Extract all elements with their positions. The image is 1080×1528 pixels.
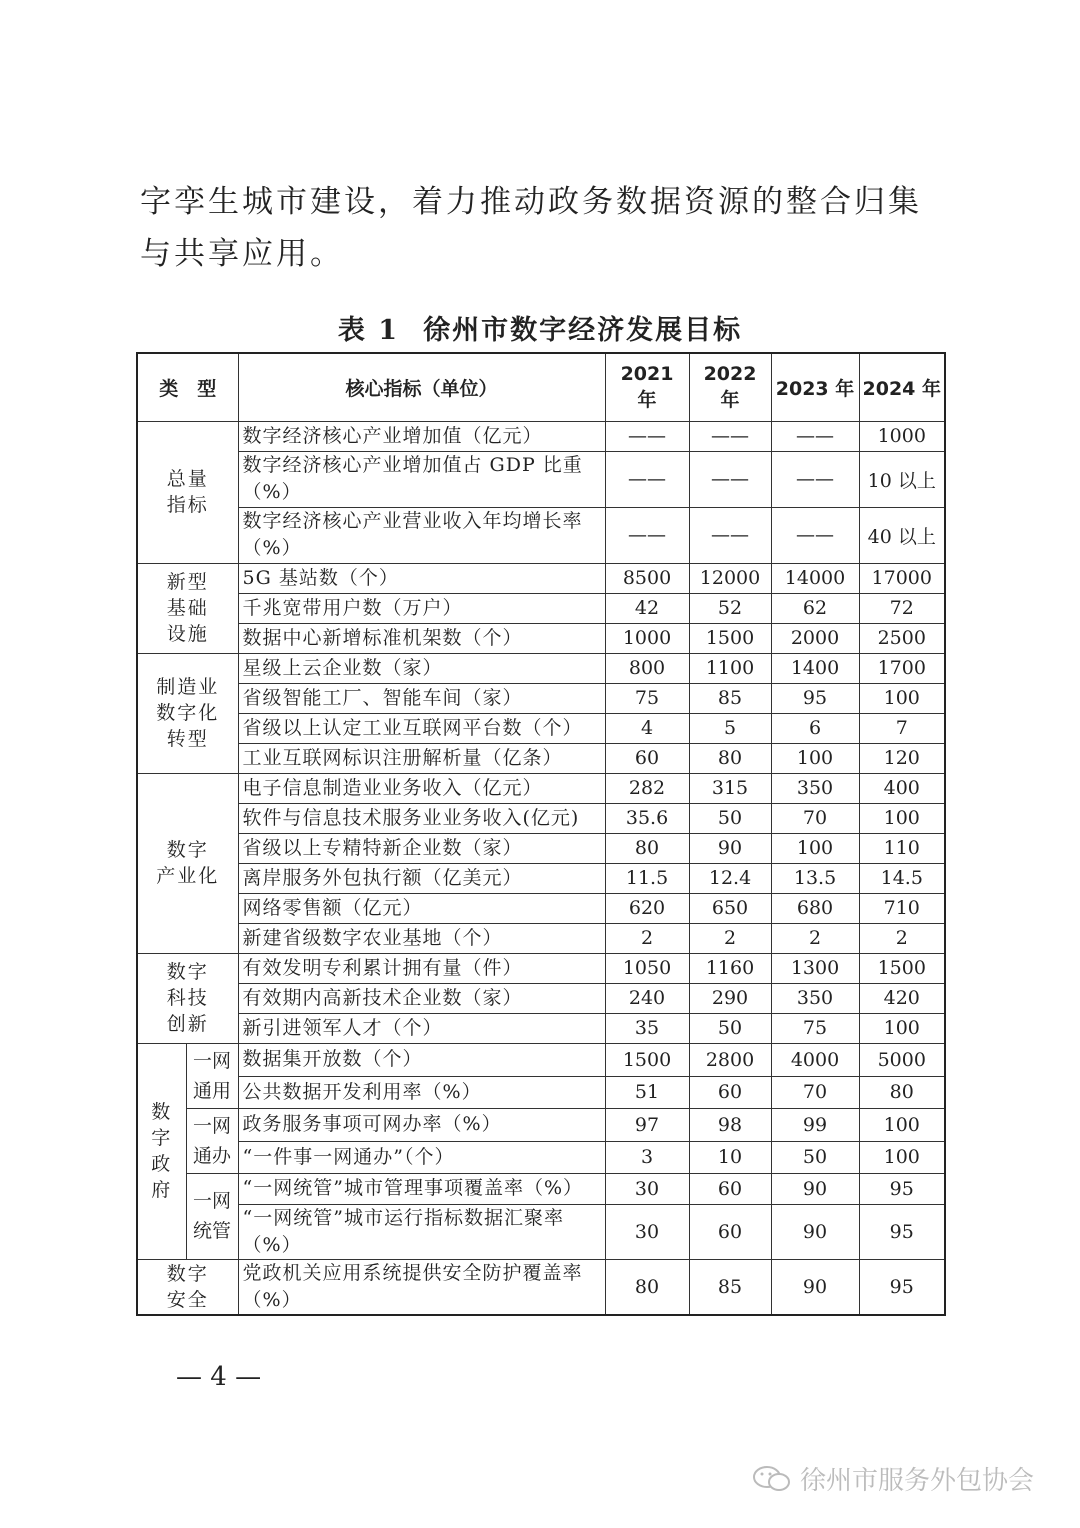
value-cell: 52 (689, 593, 771, 623)
watermark-text: 徐州市服务外包协会 (800, 1466, 1035, 1496)
value-cell: 90 (771, 1173, 859, 1204)
value-cell: 2 (689, 923, 771, 953)
value-cell: 85 (689, 683, 771, 713)
value-cell: 35.6 (605, 803, 689, 833)
value-cell: 2500 (859, 623, 945, 653)
header-type: 类 型 (137, 353, 238, 421)
indicator-cell: 数字经济核心产业增加值占 GDP 比重（%） (238, 451, 605, 507)
value-cell: 60 (605, 743, 689, 773)
value-cell: 1300 (771, 953, 859, 983)
category-cell: 制造业 数字化 转型 (137, 653, 238, 773)
value-cell: 14.5 (859, 863, 945, 893)
value-cell: 10 (689, 1141, 771, 1173)
indicator-cell: 政务服务事项可网办率（%） (238, 1108, 605, 1141)
value-cell: 75 (605, 683, 689, 713)
indicator-cell: 党政机关应用系统提供安全防护覆盖率（%） (238, 1259, 605, 1315)
table-row (137, 1043, 945, 1076)
value-cell: 12.4 (689, 863, 771, 893)
value-cell: 315 (689, 773, 771, 803)
table-caption (0, 308, 1080, 347)
category-cell: 数字 安全 (137, 1259, 238, 1315)
value-cell: 99 (771, 1108, 859, 1141)
category-cell: 数 字 政 府 (137, 1043, 186, 1259)
indicator-cell: 数字经济核心产业营业收入年均增长率（%） (238, 507, 605, 563)
value-cell: —— (605, 451, 689, 507)
value-cell: 1000 (605, 623, 689, 653)
value-cell: 95 (859, 1259, 945, 1315)
value-cell: 100 (859, 1108, 945, 1141)
value-cell: 100 (771, 743, 859, 773)
table-row (137, 833, 945, 863)
indicator-cell: 新建省级数字农业基地（个） (238, 923, 605, 953)
indicator-cell: 软件与信息技术服务业业务收入(亿元) (238, 803, 605, 833)
table-row (137, 1076, 945, 1108)
value-cell: 1500 (605, 1043, 689, 1076)
value-cell: 1500 (689, 623, 771, 653)
caption-title: 徐州市数字经济发展目标 (423, 315, 743, 346)
value-cell: 70 (771, 1076, 859, 1108)
table-row (137, 1204, 945, 1259)
watermark (752, 1460, 1034, 1497)
indicator-cell: “一件事一网通办”（个） (238, 1141, 605, 1173)
indicator-cell: “一网统管”城市管理事项覆盖率（%） (238, 1173, 605, 1204)
table-row (137, 507, 945, 563)
value-cell: 42 (605, 593, 689, 623)
value-cell: 350 (771, 983, 859, 1013)
table-row (137, 1013, 945, 1043)
value-cell: 400 (859, 773, 945, 803)
table-row (137, 683, 945, 713)
subcategory-cell: 一网 通办 (186, 1108, 238, 1173)
value-cell: 95 (771, 683, 859, 713)
value-cell: 11.5 (605, 863, 689, 893)
indicator-cell: 星级上云企业数（家） (238, 653, 605, 683)
value-cell: 80 (689, 743, 771, 773)
indicator-cell: 有效期内高新技术企业数（家） (238, 983, 605, 1013)
value-cell: —— (771, 451, 859, 507)
value-cell: 80 (605, 833, 689, 863)
table-row (137, 713, 945, 743)
value-cell: 98 (689, 1108, 771, 1141)
wechat-icon (752, 1466, 792, 1492)
value-cell: 620 (605, 893, 689, 923)
value-cell: 2 (859, 923, 945, 953)
value-cell: 100 (859, 803, 945, 833)
table-row (137, 803, 945, 833)
value-cell: 14000 (771, 563, 859, 593)
value-cell: 60 (689, 1204, 771, 1259)
value-cell: 50 (771, 1141, 859, 1173)
value-cell: 60 (689, 1076, 771, 1108)
indicator-cell: 5G 基站数（个） (238, 563, 605, 593)
value-cell: 7 (859, 713, 945, 743)
table-row (137, 1108, 945, 1141)
indicator-cell: 省级以上认定工业互联网平台数（个） (238, 713, 605, 743)
value-cell: 1160 (689, 953, 771, 983)
value-cell: 290 (689, 983, 771, 1013)
table-row (137, 863, 945, 893)
value-cell: 60 (689, 1173, 771, 1204)
value-cell: 120 (859, 743, 945, 773)
category-cell: 总量 指标 (137, 421, 238, 563)
value-cell: 5000 (859, 1043, 945, 1076)
value-cell: 50 (689, 1013, 771, 1043)
indicator-cell: 省级以上专精特新企业数（家） (238, 833, 605, 863)
indicator-cell: 工业互联网标识注册解析量（亿条） (238, 743, 605, 773)
value-cell: 100 (859, 1141, 945, 1173)
value-cell: 72 (859, 593, 945, 623)
indicator-cell: 公共数据开发利用率（%） (238, 1076, 605, 1108)
header-2021: 2021 年 (605, 353, 689, 421)
value-cell: 95 (859, 1204, 945, 1259)
value-cell: 75 (771, 1013, 859, 1043)
value-cell: 1700 (859, 653, 945, 683)
value-cell: 1050 (605, 953, 689, 983)
header-indicator: 核心指标（单位） (238, 353, 605, 421)
table-row (137, 1141, 945, 1173)
value-cell: 100 (859, 1013, 945, 1043)
value-cell: 240 (605, 983, 689, 1013)
value-cell: 2000 (771, 623, 859, 653)
indicator-cell: 数字经济核心产业增加值（亿元） (238, 421, 605, 451)
value-cell: 13.5 (771, 863, 859, 893)
value-cell: 2 (605, 923, 689, 953)
header-2024: 2024 年 (859, 353, 945, 421)
table-row (137, 421, 945, 451)
value-cell: —— (605, 507, 689, 563)
value-cell: 50 (689, 803, 771, 833)
table-row (137, 923, 945, 953)
value-cell: 62 (771, 593, 859, 623)
value-cell: 12000 (689, 563, 771, 593)
value-cell: 2800 (689, 1043, 771, 1076)
value-cell: 35 (605, 1013, 689, 1043)
value-cell: 40 以上 (859, 507, 945, 563)
value-cell: 10 以上 (859, 451, 945, 507)
table-row (137, 563, 945, 593)
indicator-cell: 网络零售额（亿元） (238, 893, 605, 923)
indicator-cell: 离岸服务外包执行额（亿美元） (238, 863, 605, 893)
value-cell: 90 (771, 1204, 859, 1259)
value-cell: 1000 (859, 421, 945, 451)
header-2023: 2023 年 (771, 353, 859, 421)
value-cell: 710 (859, 893, 945, 923)
indicator-cell: “一网统管”城市运行指标数据汇聚率（%） (238, 1204, 605, 1259)
value-cell: 650 (689, 893, 771, 923)
page-number: — 4 — (176, 1362, 262, 1392)
value-cell: 1400 (771, 653, 859, 683)
value-cell: 70 (771, 803, 859, 833)
table-row (137, 893, 945, 923)
value-cell: 282 (605, 773, 689, 803)
table-row (137, 623, 945, 653)
value-cell: —— (771, 507, 859, 563)
value-cell: 4 (605, 713, 689, 743)
table-row (137, 773, 945, 803)
value-cell: 90 (689, 833, 771, 863)
value-cell: 420 (859, 983, 945, 1013)
value-cell: 3 (605, 1141, 689, 1173)
table-row (137, 953, 945, 983)
digital-economy-targets-table (136, 352, 946, 1316)
value-cell: 95 (859, 1173, 945, 1204)
value-cell: 8500 (605, 563, 689, 593)
value-cell: 350 (771, 773, 859, 803)
value-cell: 4000 (771, 1043, 859, 1076)
value-cell: —— (689, 421, 771, 451)
value-cell: —— (771, 421, 859, 451)
table-row (137, 593, 945, 623)
indicator-cell: 千兆宽带用户数（万户） (238, 593, 605, 623)
value-cell: 100 (859, 683, 945, 713)
indicator-cell: 有效发明专利累计拥有量（件） (238, 953, 605, 983)
category-cell: 数字 产业化 (137, 773, 238, 953)
value-cell: 30 (605, 1204, 689, 1259)
value-cell: 1100 (689, 653, 771, 683)
value-cell: 90 (771, 1259, 859, 1315)
indicator-cell: 数据集开放数（个） (238, 1043, 605, 1076)
table-row (137, 743, 945, 773)
body-paragraph: 字孪生城市建设，着力推动政务数据资源的整合归集与共享应用。 (140, 184, 922, 272)
indicator-cell: 数据中心新增标准机架数（个） (238, 623, 605, 653)
value-cell: 800 (605, 653, 689, 683)
value-cell: 17000 (859, 563, 945, 593)
table-row (137, 653, 945, 683)
subcategory-cell: 一网 统管 (186, 1173, 238, 1259)
table-row (137, 451, 945, 507)
caption-label: 表 1 (337, 315, 400, 346)
value-cell: 85 (689, 1259, 771, 1315)
value-cell: 6 (771, 713, 859, 743)
category-cell: 新型 基础 设施 (137, 563, 238, 653)
table-row (137, 1173, 945, 1204)
value-cell: 2 (771, 923, 859, 953)
indicator-cell: 新引进领军人才（个） (238, 1013, 605, 1043)
table-row (137, 983, 945, 1013)
indicator-cell: 省级智能工厂、智能车间（家） (238, 683, 605, 713)
table-row (137, 1259, 945, 1315)
value-cell: 30 (605, 1173, 689, 1204)
value-cell: —— (689, 507, 771, 563)
value-cell: 100 (771, 833, 859, 863)
header-2022: 2022 年 (689, 353, 771, 421)
value-cell: —— (605, 421, 689, 451)
value-cell: 1500 (859, 953, 945, 983)
value-cell: 97 (605, 1108, 689, 1141)
value-cell: 5 (689, 713, 771, 743)
value-cell: 680 (771, 893, 859, 923)
value-cell: 80 (605, 1259, 689, 1315)
value-cell: 80 (859, 1076, 945, 1108)
table-header-row (137, 353, 945, 421)
category-cell: 数字 科技 创新 (137, 953, 238, 1043)
value-cell: 51 (605, 1076, 689, 1108)
value-cell: —— (689, 451, 771, 507)
indicator-cell: 电子信息制造业业务收入（亿元） (238, 773, 605, 803)
subcategory-cell: 一网 通用 (186, 1043, 238, 1108)
value-cell: 110 (859, 833, 945, 863)
